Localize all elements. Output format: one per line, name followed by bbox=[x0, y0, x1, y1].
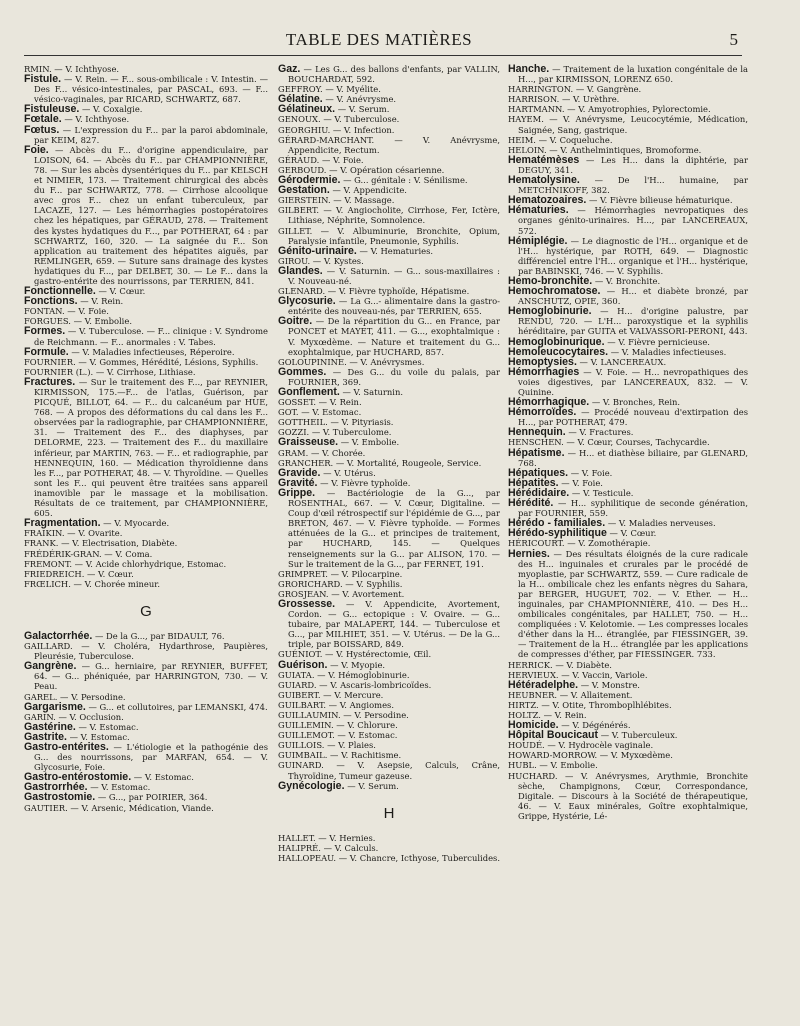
entry-text: — G..., par POIRIER, 364. bbox=[95, 792, 208, 803]
entry-text: GUILLAUMIN. — V. Persodine. bbox=[278, 710, 409, 720]
entry-text: — V. Dégénérés. bbox=[558, 720, 631, 731]
entry-text: GAREL. — V. Persodine. bbox=[24, 691, 126, 702]
entry-text: — V. Appendicite, Avortement, Cordon. — G... ectopique : V. Ovaire. — G... tubaire, par MALAPERT, 144. — Tuberculose et G..., par MILHIET, 351. — V. Utérus. — De la G... triple, par BOISSARD, 849. bbox=[288, 598, 500, 650]
entry-text: GUÉNIOT. — V. Hystérectomie, Œil. bbox=[278, 649, 432, 660]
entry-text: — De l'H... humaine, par METCHNIKOFF, 382. bbox=[518, 175, 748, 196]
entry-text: GIERSTEIN. — V. Massage. bbox=[278, 195, 395, 206]
entry-headword: Formule. bbox=[24, 345, 69, 358]
entry-headword: Gastrostomie. bbox=[24, 791, 96, 804]
entry-headword: Gaz. bbox=[278, 64, 301, 75]
entry-text: GÉRAUD. — V. Foie. bbox=[278, 154, 364, 165]
entry-headword: Hépatiques. bbox=[508, 466, 569, 479]
entry-text: HUBL. — V. Embolie. bbox=[508, 760, 598, 771]
index-entry bbox=[508, 135, 748, 145]
entry-text: — V. Cœur. bbox=[606, 528, 657, 539]
entry-text: — V. Foie. — H... nevropathiques des voies digestives, par LANCEREAUX, 832. — V. Quinine. bbox=[518, 366, 748, 397]
entry-text: — V. Utérus. bbox=[320, 467, 376, 478]
entry-text: — V. Foie. bbox=[558, 477, 603, 488]
entry-text: — V. Estomac. bbox=[87, 782, 151, 793]
index-entry bbox=[508, 760, 748, 770]
entry-text: HARTMANN. — V. Amyotrophies, Pylorectomie. bbox=[508, 104, 711, 115]
entry-text: — H... syphilitique de seconde génération, par FOURNIER, 559. bbox=[518, 498, 748, 519]
entry-headword: Fistule. bbox=[24, 73, 62, 86]
entry-text: — V. Tuberculeux. bbox=[598, 730, 678, 741]
entry-text: — Des G... du voile du palais, par FOURNIER, 369. bbox=[288, 366, 500, 387]
index-entry bbox=[278, 680, 500, 690]
index-entry bbox=[278, 397, 500, 407]
index-entry bbox=[508, 175, 748, 195]
entry-headword: Gastérine. bbox=[24, 720, 76, 733]
entry-text: — G... génitale : V. Sénilisme. bbox=[340, 175, 468, 186]
entry-headword: Glandes. bbox=[278, 264, 323, 277]
index-entry bbox=[508, 286, 748, 306]
entry-headword: Fonctionnelle. bbox=[24, 285, 96, 298]
header-rule bbox=[24, 55, 742, 56]
index-column-3 bbox=[508, 64, 748, 1014]
entry-text: GAUTIER. — V. Arsenic, Médication, Viande. bbox=[24, 802, 214, 813]
entry-headword: Guérison. bbox=[278, 658, 328, 671]
entry-headword: Hérédidaire. bbox=[508, 486, 570, 499]
index-entry bbox=[278, 64, 500, 84]
index-entry bbox=[508, 771, 748, 821]
entry-text: GUIMBAIL. — V. Rachitisme. bbox=[278, 750, 402, 761]
entry-headword: Grossesse. bbox=[278, 597, 336, 610]
entry-text: HARRINGTON. — V. Gangrène. bbox=[508, 84, 642, 95]
entry-text: — Des résultats éloignés de la cure radicale des H... inguinales et crurales par le procédé de myoplastie, par SCHWARTZ, 559. — Cure radicale de la H... ombilicale chez les enfants nègres du Sahara, par BERGER, HUGUET, 702. — V. Ether. — H... inguinales, par CHAMPIONNIÈRE, 410. — Des H... ombilicales congénitales, par HALLET, 750. — H... compliquées : V. Kelotomie. — Les compresses locales d'éther dans la H... étranglée, par FIESSINGER, 39. — Traitement de la H... étranglée par les applications de compresses d'éther, par FIESSINGER. 733. bbox=[518, 548, 748, 660]
entry-text: — V. Estomac. bbox=[66, 731, 130, 742]
index-entry bbox=[508, 236, 748, 276]
entry-text: — V. Tuberculose. — F... clinique : V. Syndrome de Reichmann. — F... anormales : V. Tabes. bbox=[34, 326, 268, 347]
entry-text: — V. Bronches, Rein. bbox=[589, 397, 681, 408]
index-entry bbox=[508, 528, 748, 538]
entry-text: FRÉDÉRIK-GRAN. — V. Coma. bbox=[24, 548, 153, 559]
entry-text: — V. Hematuries. bbox=[356, 245, 434, 256]
entry-headword: Hémorrhagique. bbox=[508, 396, 590, 409]
entry-headword: Hemoptysies. bbox=[508, 355, 577, 368]
entry-text: — Bactériologie de la G..., par ROSENTHAL, 667. — V. Cœur, Digitaline. — Coup d'œil rétrospectif sur l'épidémie de G..., par BRETON, 467. — V. Fièvre typhoïde. — Formes atténuées de la G... et principes de traitement, par HUCHARD, 145. — Quelques renseignements sur la G... par ALISON, 170. — Sur le traitement de la G..., par FERNET, 191. bbox=[288, 487, 500, 569]
entry-headword: Gommes. bbox=[278, 365, 327, 378]
entry-text: — V. Coxalgie. bbox=[79, 104, 143, 115]
index-entry bbox=[24, 306, 268, 316]
index-entry bbox=[508, 498, 748, 518]
entry-text: HERRICK. — V. Diabète. bbox=[508, 659, 612, 670]
index-entry bbox=[24, 114, 268, 124]
entry-headword: Hernies. bbox=[508, 547, 550, 560]
entry-headword: Hanche. bbox=[508, 64, 550, 75]
entry-headword: Gonflement. bbox=[278, 386, 340, 398]
entry-headword: Fœtale. bbox=[24, 113, 62, 126]
entry-headword: Hémorrhagies bbox=[508, 365, 580, 378]
entry-text: FOURNIER (L.). — V. Cirrhose, Lithiase. bbox=[24, 366, 196, 377]
index-entry bbox=[278, 760, 500, 780]
entry-text: HERVIEUX. — V. Vaccin, Variole. bbox=[508, 669, 648, 680]
entry-text: — V. Saturnin. bbox=[339, 387, 404, 397]
index-entry bbox=[278, 296, 500, 316]
entry-text: — V. Bronchite. bbox=[592, 275, 661, 286]
entry-headword: Gastro-entérostomie. bbox=[24, 771, 132, 784]
index-entry bbox=[508, 660, 748, 670]
entry-text: HENSCHEN. — V. Cœur, Courses, Tachycardie. bbox=[508, 437, 710, 448]
index-entry bbox=[278, 448, 500, 458]
entry-text: — V. Foie. bbox=[568, 467, 613, 478]
index-entry bbox=[278, 833, 500, 843]
entry-text: FONTAN. — V. Foie. bbox=[24, 306, 109, 317]
entry-headword: Hemochromatose. bbox=[508, 285, 601, 298]
entry-text: — V. Anévrysme. bbox=[322, 94, 397, 105]
index-entry bbox=[508, 549, 748, 660]
entry-text: GUIATA. — V. Hémoglobinurie. bbox=[278, 669, 410, 680]
index-entry bbox=[508, 104, 748, 114]
entry-text: — V. Maladies infectieuses, Réperoire. bbox=[68, 346, 235, 357]
entry-text: HARRISON. — V. Urèthre. bbox=[508, 94, 620, 105]
entry-text: GOLOUPININE. — V. Anévrysmes. bbox=[278, 356, 425, 367]
index-entry bbox=[508, 407, 748, 427]
index-entry bbox=[278, 185, 500, 195]
index-entry bbox=[278, 417, 500, 427]
index-entry bbox=[508, 690, 748, 700]
entry-text: — H... et diabète bronzé, par ANSCHUTZ, OPIE, 360. bbox=[518, 286, 748, 307]
entry-text: — V. Estomac. bbox=[75, 721, 139, 732]
entry-headword: Fistuleuse. bbox=[24, 103, 80, 116]
entry-text: — H... et diathèse biliaire, par GLENARD, 768. bbox=[518, 447, 748, 468]
index-entry bbox=[278, 135, 500, 155]
entry-headword: Hematozoaires. bbox=[508, 194, 587, 207]
page-title: TABLE DES MATIÈRES bbox=[285, 30, 473, 49]
entry-text: HALLOPEAU. — V. Chancre, Icthyose, Tuberculides. bbox=[278, 853, 500, 864]
entry-headword: Génito-urinaire. bbox=[278, 244, 357, 257]
index-entry bbox=[508, 306, 748, 336]
entry-headword: Fractures. bbox=[24, 375, 76, 388]
index-entry bbox=[278, 781, 500, 791]
entry-text: — V. LANCEREAUX. bbox=[576, 356, 667, 367]
entry-headword: Foie. bbox=[24, 143, 49, 156]
index-entry bbox=[24, 569, 268, 579]
entry-headword: Fœtus. bbox=[24, 123, 60, 136]
index-entry bbox=[508, 750, 748, 760]
index-entry bbox=[278, 700, 500, 710]
entry-text: GILBERT. — V. Angiocholite, Cirrhose, Fer, Ictère, Lithiase, Néphrite, Somnolence. bbox=[278, 205, 500, 226]
index-entry bbox=[278, 853, 500, 863]
index-entry bbox=[24, 296, 268, 306]
entry-text: GLENARD. — V. Fièvre typhoïde, Hépatisme. bbox=[278, 286, 470, 297]
index-entry bbox=[278, 114, 500, 124]
entry-text: — Le diagnostic de l'H... organique et de l'H... hystérique, par ROTH, 649. — Diagnostic différenciel entre l'H... organique et l'H... hystérique, par BABINSKI, 746. — V. Syphilis. bbox=[518, 235, 748, 276]
index-entry bbox=[508, 114, 748, 134]
entry-text: GRANCHER. — V. Mortalité, Rougeole, Service. bbox=[278, 457, 482, 468]
index-entry bbox=[278, 710, 500, 720]
entry-text: HOLTZ. — V. Rein. bbox=[508, 710, 587, 720]
entry-headword: Homicide. bbox=[508, 719, 559, 732]
index-entry bbox=[278, 660, 500, 670]
entry-text: — Procédé nouveau d'extirpation des H..., par POTHERAT, 479. bbox=[518, 407, 748, 428]
index-entry bbox=[24, 792, 268, 802]
entry-text: — L'expression du F... par la paroi abdominale, par KEIM, 827. bbox=[34, 124, 268, 145]
entry-text: — V. Maladies infectieuses. bbox=[608, 346, 727, 357]
index-entry bbox=[508, 64, 748, 84]
entry-text: — V. Myocarde. bbox=[100, 518, 170, 529]
entry-text: GRAM. — V. Chorée. bbox=[278, 447, 366, 458]
entry-text: — V. Embolie. bbox=[338, 437, 400, 448]
index-entry bbox=[508, 205, 748, 235]
entry-headword: Hemoglobinurique. bbox=[508, 335, 605, 348]
entry-text: — V. Monstre. bbox=[578, 679, 640, 690]
index-entry bbox=[24, 661, 268, 691]
index-entry bbox=[508, 448, 748, 468]
entry-headword: Hérédité. bbox=[508, 497, 554, 510]
entry-headword: Gestation. bbox=[278, 184, 330, 197]
index-entry bbox=[508, 680, 748, 690]
index-entry bbox=[24, 145, 268, 286]
entry-text: RMIN. — V. Ichthyose. bbox=[24, 64, 120, 74]
entry-text: HOUDÉ. — V. Hydrocèle vaginale. bbox=[508, 740, 654, 751]
entry-headword: Gargarisme. bbox=[24, 700, 86, 713]
entry-text: FRAIKIN. — V. Ovarite. bbox=[24, 528, 123, 539]
entry-text: HAYEM. — V. Anévrysme, Leucocytémie, Médication, Saignée, Sang, gastrique. bbox=[508, 114, 748, 135]
index-entry bbox=[24, 631, 268, 641]
index-entry bbox=[508, 155, 748, 175]
index-entry bbox=[24, 549, 268, 559]
entry-text: — G... herniaire, par REYNIER, BUFFET, 64. — G... phéniquée, par HARRINGTON, 730. — V. Peau. bbox=[34, 661, 268, 692]
index-entry bbox=[278, 599, 500, 649]
index-entry bbox=[278, 155, 500, 165]
entry-headword: Fonctions. bbox=[24, 295, 78, 308]
entry-text: GIROU. — V. Kystes. bbox=[278, 255, 364, 266]
entry-text: GOT. — V. Estomac. bbox=[278, 407, 362, 418]
index-entry bbox=[24, 528, 268, 538]
index-entry bbox=[24, 326, 268, 346]
index-entry bbox=[278, 437, 500, 447]
index-column-2 bbox=[278, 64, 500, 1014]
entry-headword: Gravité. bbox=[278, 476, 318, 489]
index-entry bbox=[278, 266, 500, 286]
index-entry bbox=[278, 367, 500, 387]
index-entry bbox=[24, 377, 268, 518]
entry-headword: Graisseuse. bbox=[278, 436, 339, 449]
index-entry bbox=[24, 641, 268, 661]
index-entry bbox=[24, 74, 268, 104]
entry-text: — V. Maladies nerveuses. bbox=[605, 518, 716, 529]
entry-text: GERBOUD. — V. Opération césarienne. bbox=[278, 164, 445, 175]
entry-text: GUIARD. — V. Ascaris-lombricoïdes. bbox=[278, 679, 432, 690]
entry-headword: Grippe. bbox=[278, 486, 316, 499]
entry-text: — La G...- alimentaire dans la gastro-entérite des nouveau-nés, par TERRIEN, 655. bbox=[288, 296, 500, 317]
entry-text: — Les H... dans la diphtérie, par DEGUY, 341. bbox=[518, 154, 748, 175]
section-letter: H bbox=[383, 804, 395, 822]
entry-text: — V. Rein. — F... sous-ombilicale : V. Intestin. — Des F... vésico-intestinales, par PASCAL, 693. — F... vésico-vaginales, par RICARD, SCHWARTZ, 687. bbox=[34, 74, 268, 105]
index-entry bbox=[278, 104, 500, 114]
entry-text: GEFFROY. — V. Myélite. bbox=[278, 84, 381, 95]
entry-text: GROSJEAN. — V. Avortement. bbox=[278, 588, 405, 599]
entry-text: — Les G... des ballons d'enfants, par VALLIN, BOUCHARDAT, 592. bbox=[288, 64, 500, 85]
entry-text: — V. Testicule. bbox=[569, 487, 634, 498]
index-entry bbox=[278, 670, 500, 680]
index-entry bbox=[24, 559, 268, 569]
entry-text: GOTTHEIL. — V. Pityriasis. bbox=[278, 417, 394, 428]
entry-text: GUIBERT. — V. Mercure. bbox=[278, 689, 384, 700]
entry-text: — V. Fièvre pernicieuse. bbox=[604, 336, 710, 347]
index-entry bbox=[24, 125, 268, 145]
index-entry bbox=[508, 730, 748, 740]
entry-headword: Hématuries. bbox=[508, 204, 569, 217]
entry-text: — Sur le traitement des F..., par REYNIER, KIRMISSON, 175.—F... de l'atlas, Guérison, par PICQUÉ, BILLOT, 64. — F... du calcanéum par HUE, 768. — A propos des déformations du cal dans les F... observées par la radiographie, par CHAMPIONNIÈRE, 31. — Traitement des F... des diaphyses, par DELORME, 223. — Traitement des F... du maxillaire inférieur, par MARTIN, 763. — F... et radiographie, par HENNEQUIN, 160. — Médication thyroïdienne dans les F..., par POTHERAT, 48. — V. Thyroïdine. — Quelles sont les F... qui peuvent être traitées sans appareil inamovible par le massage et la mobilisation. Résultats de ce traitement, par CHAMPIONNIÈRE, 605. bbox=[34, 376, 268, 519]
entry-text: FOURNIER. — V. Gommes, Hérédité, Lésions, Syphilis. bbox=[24, 356, 259, 367]
entry-headword: Hétéradelphe. bbox=[508, 678, 579, 691]
entry-text: HEUBNER. — V. Allaitement. bbox=[508, 689, 633, 700]
entry-headword: Hennequin. bbox=[508, 426, 566, 439]
entry-text: FRŒLICH. — V. Chorée mineur. bbox=[24, 578, 161, 589]
entry-text: GILLET. — V. Albuminurie, Bronchite, Opium, Paralysie infantile, Pneumonie, Syphilis. bbox=[278, 225, 500, 246]
index-entry bbox=[278, 569, 500, 579]
index-entry bbox=[278, 720, 500, 730]
entry-text: HELOIN. — V. Anthelmintiques, Bromoforme. bbox=[508, 144, 702, 155]
entry-text: — H... d'origine palustre, par RENDU, 720. — L'H... paroxystique et la syphilis héréditaire, par GUITA et VALVASSORI-PERONI, 443. bbox=[518, 306, 748, 337]
index-entry bbox=[278, 750, 500, 760]
entry-text: HALIPRÉ. — V. Calculs. bbox=[278, 842, 379, 853]
entry-text: HUCHARD. — V. Anévrysmes, Arythmie, Bronchite sèche, Champignons, Cœur, Correspondance, Digitale. — Discours à la Société de thérapeutique, 46. — V. Eaux minérales, Goître exophtalmique, Grippe, Hystérie, Lé- bbox=[508, 770, 748, 821]
entry-text: GÉRARD-MARCHANT. — V. Anévrysme, Appendicite, Rectum. bbox=[278, 134, 500, 155]
index-entry bbox=[24, 357, 268, 367]
entry-text: FREMONT. — V. Acide chlorhydrique, Estomac. bbox=[24, 558, 227, 569]
index-entry bbox=[278, 488, 500, 569]
entry-headword: Gastrorrhée. bbox=[24, 781, 88, 794]
entry-headword: Hemo-bronchite. bbox=[508, 274, 593, 287]
index-entry bbox=[24, 803, 268, 813]
index-entry bbox=[278, 387, 500, 397]
entry-text: GUILLEMOT. — V. Estomac. bbox=[278, 730, 398, 741]
index-entry bbox=[24, 702, 268, 712]
index-entry bbox=[508, 94, 748, 104]
entry-text: GEORGHIU. — V. Infection. bbox=[278, 124, 395, 135]
entry-headword: Hemoglobinurie. bbox=[508, 305, 592, 318]
entry-headword: Gélatineux. bbox=[278, 103, 336, 116]
entry-text: — V. Rein. bbox=[77, 296, 124, 307]
entry-text: — De la G..., par BIDAULT, 76. bbox=[92, 630, 225, 641]
entry-text: HÉRICOURT. — V. Zomothérapie. bbox=[508, 538, 651, 549]
entry-headword: Hépatisme. bbox=[508, 446, 565, 459]
entry-headword: Gravide. bbox=[278, 466, 321, 479]
index-entry bbox=[278, 740, 500, 750]
entry-text: GRIMPRET. — V. Pilocarpine. bbox=[278, 568, 403, 579]
entry-text: GUINARD. — V. Asepsie, Calculs, Crâne, Thyroïdine, Tumeur gazeuse. bbox=[278, 760, 500, 781]
entry-headword: Gangrène. bbox=[24, 660, 77, 673]
index-entry bbox=[278, 730, 500, 740]
entry-headword: Hematémèses bbox=[508, 153, 580, 166]
entry-headword: Hémorroïdes. bbox=[508, 406, 577, 419]
entry-headword: Hemoleucocytaires. bbox=[508, 345, 609, 358]
index-column-1 bbox=[24, 64, 268, 1014]
entry-text: — V. Serum. bbox=[344, 780, 399, 791]
entry-headword: Formes. bbox=[24, 325, 66, 338]
index-entry bbox=[24, 518, 268, 528]
index-entry bbox=[278, 195, 500, 205]
index-entry bbox=[278, 579, 500, 589]
index-entry bbox=[278, 205, 500, 225]
entry-text: — Abcès du F... d'origine appendiculaire, par LOISON, 64. — Abcès du F... par CHAMPIONNIÈRE, 78. — Sur les abcès dysentériques du F... par KELSCH et NIMIER, 173. — Traitement chirurgical des abcès du F... par SCHWARTZ, 778. — Cirrhose alcoolique avec gros F... chez un enfant tuberculeux, par LACAZE, 127. — Les hémorrhagies postopératoires chez les hépatiques, par GÉRAUD, 278. — Traitement des kystes hydatiques du F..., par POTHERAT, 64 : par SCHWARTZ, 160, 320. — La saignée du F... Son application au traitement des hépatites aiguës, par REMLINGER, 659. — Suture sans drainage des kystes hydatiques du F..., par DELBET, 30. — Le F... dans la gastro-entérite des nourrissons, par TERRIEN, 841. bbox=[34, 144, 268, 286]
entry-text: — L'étiologie et la pathogénie des G... des nourrissons, par MARFAN, 654. — V. Glycosurie, Foie. bbox=[34, 742, 268, 773]
page-number: 5 bbox=[729, 30, 738, 49]
entry-headword: Gélatine. bbox=[278, 93, 323, 106]
entry-headword: Gastrite. bbox=[24, 730, 67, 743]
index-entry bbox=[24, 538, 268, 548]
entry-text: — V. Myopie. bbox=[327, 659, 386, 670]
entry-text: — V. Appendicite. bbox=[329, 185, 407, 196]
index-entry bbox=[508, 84, 748, 94]
entry-text: — G... et collutoires, par LEMANSKI, 474. bbox=[85, 701, 268, 712]
entry-text: HOWARD-MORROW. — V. Myxœdème. bbox=[508, 750, 673, 761]
entry-text: GOZZI. — V. Tuberculome. bbox=[278, 427, 392, 438]
entry-text: FRIEDREICH. — V. Cœur. bbox=[24, 568, 134, 579]
page-header bbox=[20, 30, 738, 52]
index-entry bbox=[508, 740, 748, 750]
entry-text: — Hémorrhagies nevropatiques des organes génito-urinaires. H..., par LANCEREAUX, 572. bbox=[518, 205, 748, 236]
entry-headword: Fragmentation. bbox=[24, 517, 101, 530]
entry-text: — Traitement de la luxation congénitale de la H..., par KIRMISSON, LORENZ 650. bbox=[518, 64, 748, 85]
entry-headword: Gérodermie. bbox=[278, 174, 341, 187]
entry-headword: Hematolysine. bbox=[508, 174, 580, 187]
entry-text: HIRTZ. — V. Otite, Thromboplhlébites. bbox=[508, 699, 672, 710]
entry-text: HEIM. — V. Coqueluche. bbox=[508, 134, 613, 145]
entry-text: GENOUX. — V. Tuberculose. bbox=[278, 114, 400, 125]
entry-headword: Hérédo-syphilitique bbox=[508, 527, 607, 540]
entry-headword: Galactorrhée. bbox=[24, 629, 93, 642]
entry-text: GAILLARD. — V. Choléra, Hydarthrose, Paupières, Pleurésie, Tuberculose. bbox=[24, 641, 268, 662]
index-entry bbox=[508, 700, 748, 710]
entry-headword: Goitre. bbox=[278, 315, 313, 328]
entry-text: FRANK. — V. Electrisation, Diabète. bbox=[24, 538, 178, 549]
index-entry bbox=[24, 742, 268, 772]
entry-text: — V. Cœur. bbox=[95, 286, 146, 297]
entry-text: GUILBART. — V. Angiomes. bbox=[278, 699, 394, 710]
section-letter: G bbox=[140, 602, 152, 620]
entry-headword: Glycosurie. bbox=[278, 295, 336, 308]
entry-text: GUILLEMIN. — V. Chlorure. bbox=[278, 720, 398, 731]
index-entry bbox=[278, 316, 500, 356]
entry-text: GRORICHARD. — V. Syphilis. bbox=[278, 578, 403, 589]
entry-text: — V. Serum. bbox=[335, 104, 390, 115]
entry-text: — V. Fièvre typhoïde. bbox=[317, 477, 411, 488]
entry-headword: Gastro-entérites. bbox=[24, 741, 109, 753]
entry-headword: Hôpital Boucicaut bbox=[508, 729, 599, 742]
entry-headword: Hémiplégie. bbox=[508, 234, 568, 247]
index-entry bbox=[508, 367, 748, 397]
index-entry bbox=[278, 407, 500, 417]
index-entry bbox=[24, 347, 268, 357]
entry-headword: Gynécologie. bbox=[278, 779, 345, 792]
index-entry bbox=[278, 226, 500, 246]
entry-text: GUILLOIS. — V. Plaies. bbox=[278, 740, 376, 751]
entry-text: — V. Fièvre bilieuse hématurique. bbox=[586, 195, 733, 206]
entry-text: FORGUES. — V. Embolie. bbox=[24, 316, 132, 327]
entry-text: — V. Estomac. bbox=[131, 772, 194, 783]
entry-text: GOSSET. — V. Rein. bbox=[278, 397, 362, 408]
index-entry bbox=[278, 125, 500, 135]
index-entry bbox=[278, 843, 500, 853]
entry-text: — V. Saturnin. — G... sous-maxillaires : V. Nouveau-né. bbox=[288, 265, 500, 286]
entry-text: — De la répartition du G... en France, par PONCET et MAYET, 411. — G..., exophtalmique : V. Myxœdème. — Nature et traitement du G... exophtalmique, par HUCHARD, 857. bbox=[288, 316, 500, 357]
entry-text: — V. Fractures. bbox=[565, 427, 634, 438]
index-entry bbox=[278, 690, 500, 700]
index-entry bbox=[24, 579, 268, 589]
index-entry bbox=[508, 427, 748, 437]
index-entry bbox=[278, 246, 500, 256]
entry-headword: Hépatites. bbox=[508, 476, 559, 489]
entry-text: GARIN. — V. Occlusion. bbox=[24, 711, 124, 722]
entry-headword: Hérédo - familiales. bbox=[508, 517, 606, 530]
entry-text: HALLET. — V. Hernies. bbox=[278, 832, 376, 843]
entry-text: — V. Ichthyose. bbox=[61, 114, 130, 125]
